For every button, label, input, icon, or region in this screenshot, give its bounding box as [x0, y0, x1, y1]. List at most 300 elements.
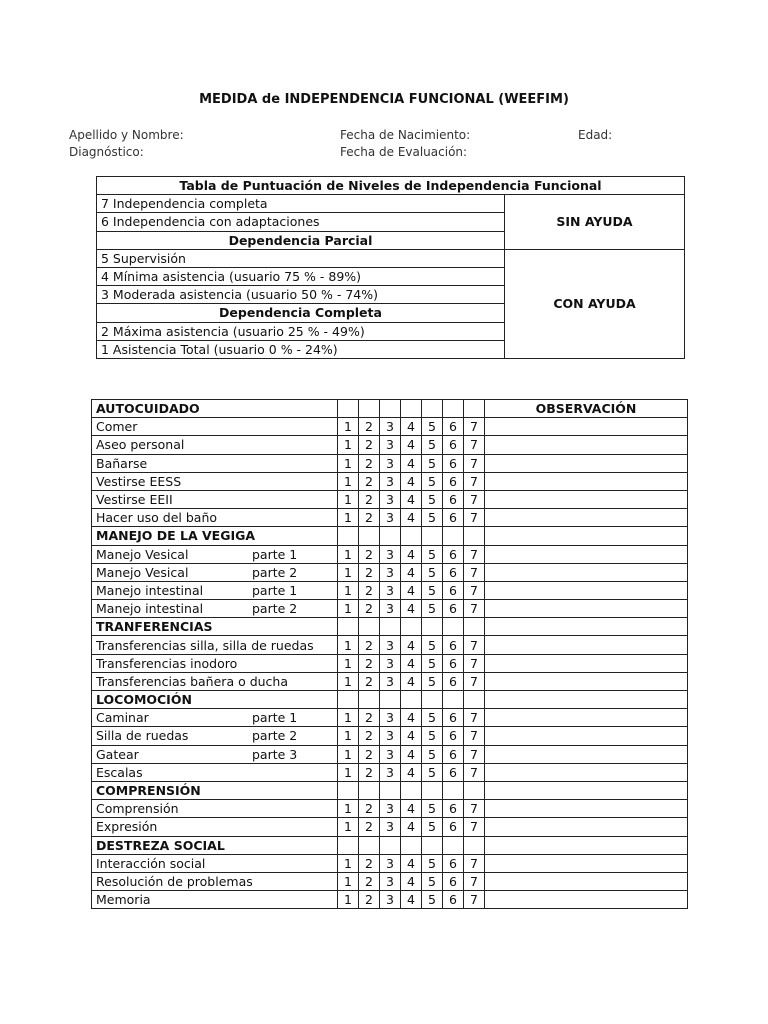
score-option-5[interactable]: 5 [422, 418, 443, 436]
observation-cell[interactable] [485, 436, 688, 454]
observation-cell[interactable] [485, 581, 688, 599]
score-option-2[interactable]: 2 [359, 563, 380, 581]
observation-cell[interactable] [485, 490, 688, 508]
score-option-7[interactable]: 7 [464, 745, 485, 763]
label-text: Transferencias inodoro [96, 655, 238, 671]
score-option-6[interactable]: 6 [443, 436, 464, 454]
score-option-7[interactable]: 7 [464, 818, 485, 836]
score-option-5[interactable]: 5 [422, 636, 443, 654]
observation-cell[interactable] [485, 763, 688, 781]
label-text: Transferencias silla, silla de ruedas [96, 637, 314, 653]
item-label [92, 545, 338, 563]
observation-cell[interactable] [485, 818, 688, 836]
without-help-label: SIN AYUDA [505, 195, 685, 250]
score-option-4[interactable]: 4 [401, 872, 422, 890]
label-text: Hacer uso del baño [96, 510, 218, 526]
level-1: 1 Asistencia Total (usuario 0 % - 24%) [97, 340, 505, 358]
item-row [92, 818, 688, 836]
empty-cell [443, 400, 464, 418]
score-option-6[interactable]: 6 [443, 854, 464, 872]
score-option-6[interactable]: 6 [443, 581, 464, 599]
empty-cell [401, 400, 422, 418]
score-option-5[interactable]: 5 [422, 472, 443, 490]
item-row [92, 436, 688, 454]
observation-cell[interactable] [485, 545, 688, 563]
score-option-5[interactable]: 5 [422, 563, 443, 581]
score-option-7[interactable]: 7 [464, 891, 485, 909]
empty-cell [443, 691, 464, 709]
part-label: parte 2 [252, 601, 298, 617]
section-label [92, 836, 338, 854]
level-4: 4 Mínima asistencia (usuario 75 % - 89%) [97, 267, 505, 285]
empty-cell [359, 781, 380, 799]
empty-cell [338, 691, 359, 709]
score-option-3[interactable]: 3 [380, 600, 401, 618]
item-label [92, 418, 338, 436]
score-option-3[interactable]: 3 [380, 654, 401, 672]
level-7: 7 Independencia completa [97, 195, 505, 213]
item-label [92, 509, 338, 527]
empty-cell [464, 527, 485, 545]
score-option-1[interactable]: 1 [338, 509, 359, 527]
score-option-1[interactable]: 1 [338, 490, 359, 508]
score-option-2[interactable]: 2 [359, 727, 380, 745]
empty-cell [380, 400, 401, 418]
part-label: parte 2 [252, 728, 298, 744]
item-label [92, 672, 338, 690]
item-label [92, 581, 338, 599]
empty-cell [464, 691, 485, 709]
observation-cell[interactable] [485, 600, 688, 618]
score-option-6[interactable]: 6 [443, 891, 464, 909]
score-option-2[interactable]: 2 [359, 509, 380, 527]
score-option-7[interactable]: 7 [464, 709, 485, 727]
empty-cell [359, 836, 380, 854]
score-option-4[interactable]: 4 [401, 600, 422, 618]
score-option-6[interactable]: 6 [443, 545, 464, 563]
score-option-1[interactable]: 1 [338, 727, 359, 745]
score-option-6[interactable]: 6 [443, 745, 464, 763]
empty-cell [359, 527, 380, 545]
score-option-5[interactable]: 5 [422, 545, 443, 563]
score-option-4[interactable]: 4 [401, 563, 422, 581]
empty-cell [338, 527, 359, 545]
observation-cell[interactable] [485, 800, 688, 818]
score-option-6[interactable]: 6 [443, 818, 464, 836]
score-option-7[interactable]: 7 [464, 581, 485, 599]
score-option-2[interactable]: 2 [359, 636, 380, 654]
score-option-2[interactable]: 2 [359, 654, 380, 672]
score-option-3[interactable]: 3 [380, 636, 401, 654]
item-row [92, 891, 688, 909]
score-option-4[interactable]: 4 [401, 472, 422, 490]
score-option-4[interactable]: 4 [401, 636, 422, 654]
empty-cell [359, 691, 380, 709]
observation-cell[interactable] [485, 527, 688, 545]
score-option-6[interactable]: 6 [443, 563, 464, 581]
section-row [92, 527, 688, 545]
score-option-7[interactable]: 7 [464, 472, 485, 490]
score-option-7[interactable]: 7 [464, 454, 485, 472]
empty-cell [422, 527, 443, 545]
score-option-1[interactable]: 1 [338, 872, 359, 890]
score-option-7[interactable]: 7 [464, 872, 485, 890]
score-option-3[interactable]: 3 [380, 727, 401, 745]
empty-cell [338, 618, 359, 636]
score-option-2[interactable]: 2 [359, 600, 380, 618]
score-option-5[interactable]: 5 [422, 872, 443, 890]
score-option-6[interactable]: 6 [443, 490, 464, 508]
score-option-1[interactable]: 1 [338, 763, 359, 781]
observation-cell[interactable] [485, 454, 688, 472]
score-option-3[interactable]: 3 [380, 581, 401, 599]
part-label: parte 1 [252, 546, 298, 562]
score-option-5[interactable]: 5 [422, 454, 443, 472]
score-option-6[interactable]: 6 [443, 800, 464, 818]
score-option-3[interactable]: 3 [380, 891, 401, 909]
score-option-1[interactable]: 1 [338, 600, 359, 618]
item-row [92, 563, 688, 581]
score-option-4[interactable]: 4 [401, 818, 422, 836]
score-option-5[interactable]: 5 [422, 745, 443, 763]
score-option-7[interactable]: 7 [464, 654, 485, 672]
observation-cell[interactable] [485, 636, 688, 654]
empty-cell [401, 691, 422, 709]
score-option-2[interactable]: 2 [359, 472, 380, 490]
item-row [92, 745, 688, 763]
item-label [92, 600, 338, 618]
empty-cell [401, 836, 422, 854]
score-option-7[interactable]: 7 [464, 563, 485, 581]
score-option-4[interactable]: 4 [401, 654, 422, 672]
score-option-1[interactable]: 1 [338, 436, 359, 454]
scoring-scale-table [96, 176, 685, 359]
score-option-6[interactable]: 6 [443, 709, 464, 727]
score-option-6[interactable]: 6 [443, 872, 464, 890]
label-text: LOCOMOCIÓN [96, 692, 192, 708]
item-row [92, 545, 688, 563]
empty-cell [359, 400, 380, 418]
section-row [92, 781, 688, 799]
score-option-1[interactable]: 1 [338, 818, 359, 836]
item-label [92, 454, 338, 472]
diagnosis-label: Diagnóstico: [69, 145, 144, 159]
empty-cell [443, 527, 464, 545]
score-option-6[interactable]: 6 [443, 509, 464, 527]
label-text: Manejo intestinal [96, 601, 204, 617]
label-text: Resolución de problemas [96, 873, 253, 889]
score-option-5[interactable]: 5 [422, 654, 443, 672]
score-option-4[interactable]: 4 [401, 509, 422, 527]
label-text: Manejo Vesical [96, 564, 189, 580]
score-option-5[interactable]: 5 [422, 490, 443, 508]
score-option-3[interactable]: 3 [380, 490, 401, 508]
score-option-3[interactable]: 3 [380, 418, 401, 436]
score-option-4[interactable]: 4 [401, 800, 422, 818]
item-label [92, 727, 338, 745]
section-row [92, 618, 688, 636]
empty-cell [443, 836, 464, 854]
observation-cell[interactable] [485, 672, 688, 690]
score-option-1[interactable]: 1 [338, 545, 359, 563]
item-label [92, 472, 338, 490]
label-text: Manejo Vesical [96, 546, 189, 562]
score-option-3[interactable]: 3 [380, 509, 401, 527]
item-label [92, 854, 338, 872]
empty-cell [422, 691, 443, 709]
item-row [92, 490, 688, 508]
score-option-2[interactable]: 2 [359, 418, 380, 436]
label-text: Aseo personal [96, 437, 185, 453]
empty-cell [380, 527, 401, 545]
observation-cell[interactable] [485, 709, 688, 727]
score-option-3[interactable]: 3 [380, 672, 401, 690]
score-option-1[interactable]: 1 [338, 745, 359, 763]
item-row [92, 600, 688, 618]
empty-cell [401, 527, 422, 545]
score-option-2[interactable]: 2 [359, 854, 380, 872]
score-option-3[interactable]: 3 [380, 545, 401, 563]
score-option-2[interactable]: 2 [359, 709, 380, 727]
item-row [92, 872, 688, 890]
level-3: 3 Moderada asistencia (usuario 50 % - 74%) [97, 286, 505, 304]
label-text: MANEJO DE LA VEGIGA [96, 528, 256, 544]
section-label [92, 781, 338, 799]
score-option-1[interactable]: 1 [338, 636, 359, 654]
score-option-4[interactable]: 4 [401, 436, 422, 454]
score-option-7[interactable]: 7 [464, 600, 485, 618]
score-option-2[interactable]: 2 [359, 672, 380, 690]
empty-cell [464, 400, 485, 418]
score-option-6[interactable]: 6 [443, 472, 464, 490]
score-option-1[interactable]: 1 [338, 472, 359, 490]
scale-header: Tabla de Puntuación de Niveles de Independencia Funcional [97, 177, 685, 195]
observation-header: OBSERVACIÓN [485, 400, 688, 418]
score-option-6[interactable]: 6 [443, 727, 464, 745]
part-label: parte 1 [252, 710, 298, 726]
part-label: parte 2 [252, 564, 298, 580]
score-option-1[interactable]: 1 [338, 418, 359, 436]
observation-cell[interactable] [485, 654, 688, 672]
observation-cell[interactable] [485, 509, 688, 527]
item-row [92, 763, 688, 781]
item-label [92, 563, 338, 581]
age-label: Edad: [578, 128, 613, 142]
score-option-3[interactable]: 3 [380, 745, 401, 763]
score-option-5[interactable]: 5 [422, 436, 443, 454]
score-option-4[interactable]: 4 [401, 745, 422, 763]
score-option-7[interactable]: 7 [464, 672, 485, 690]
score-option-2[interactable]: 2 [359, 800, 380, 818]
score-option-1[interactable]: 1 [338, 800, 359, 818]
empty-cell [380, 836, 401, 854]
score-option-4[interactable]: 4 [401, 763, 422, 781]
score-option-3[interactable]: 3 [380, 872, 401, 890]
score-option-5[interactable]: 5 [422, 709, 443, 727]
scale-row [97, 249, 685, 267]
empty-cell [464, 781, 485, 799]
score-option-2[interactable]: 2 [359, 581, 380, 599]
name-label: Apellido y Nombre: [69, 128, 184, 142]
score-option-7[interactable]: 7 [464, 490, 485, 508]
birth-date-label: Fecha de Nacimiento: [340, 128, 471, 142]
score-option-7[interactable]: 7 [464, 545, 485, 563]
score-option-4[interactable]: 4 [401, 709, 422, 727]
score-option-1[interactable]: 1 [338, 854, 359, 872]
score-option-2[interactable]: 2 [359, 490, 380, 508]
score-option-7[interactable]: 7 [464, 436, 485, 454]
empty-cell [422, 836, 443, 854]
score-option-2[interactable]: 2 [359, 763, 380, 781]
observation-cell[interactable] [485, 745, 688, 763]
score-option-1[interactable]: 1 [338, 672, 359, 690]
score-option-1[interactable]: 1 [338, 654, 359, 672]
observation-cell[interactable] [485, 418, 688, 436]
observation-cell[interactable] [485, 854, 688, 872]
score-option-5[interactable]: 5 [422, 727, 443, 745]
label-text: Expresión [96, 819, 158, 835]
score-option-3[interactable]: 3 [380, 854, 401, 872]
empty-cell [380, 618, 401, 636]
score-option-1[interactable]: 1 [338, 454, 359, 472]
item-row [92, 509, 688, 527]
score-option-3[interactable]: 3 [380, 472, 401, 490]
empty-cell [338, 400, 359, 418]
with-help-label: CON AYUDA [505, 249, 685, 358]
label-text: TRANFERENCIAS [96, 619, 213, 635]
item-label [92, 745, 338, 763]
score-option-5[interactable]: 5 [422, 672, 443, 690]
score-option-7[interactable]: 7 [464, 763, 485, 781]
empty-cell [338, 836, 359, 854]
item-row [92, 727, 688, 745]
observation-cell[interactable] [485, 781, 688, 799]
score-option-2[interactable]: 2 [359, 891, 380, 909]
score-option-5[interactable]: 5 [422, 854, 443, 872]
score-option-6[interactable]: 6 [443, 454, 464, 472]
score-option-2[interactable]: 2 [359, 436, 380, 454]
score-option-4[interactable]: 4 [401, 727, 422, 745]
score-option-4[interactable]: 4 [401, 454, 422, 472]
score-option-4[interactable]: 4 [401, 545, 422, 563]
score-option-2[interactable]: 2 [359, 745, 380, 763]
observation-cell[interactable] [485, 727, 688, 745]
item-row [92, 454, 688, 472]
label-text: COMPRENSIÓN [96, 783, 201, 799]
score-option-6[interactable]: 6 [443, 418, 464, 436]
score-option-1[interactable]: 1 [338, 581, 359, 599]
score-option-4[interactable]: 4 [401, 581, 422, 599]
complete-dependency-header: Dependencia Completa [97, 304, 505, 322]
item-label [92, 709, 338, 727]
score-option-3[interactable]: 3 [380, 818, 401, 836]
observation-cell[interactable] [485, 618, 688, 636]
score-option-5[interactable]: 5 [422, 581, 443, 599]
label-text: Gatear [96, 746, 139, 762]
item-label [92, 891, 338, 909]
empty-cell [464, 836, 485, 854]
score-option-3[interactable]: 3 [380, 454, 401, 472]
score-option-1[interactable]: 1 [338, 709, 359, 727]
score-option-3[interactable]: 3 [380, 800, 401, 818]
observation-cell[interactable] [485, 836, 688, 854]
score-option-7[interactable]: 7 [464, 509, 485, 527]
observation-cell[interactable] [485, 872, 688, 890]
scale-header-row [97, 177, 685, 195]
section-row [92, 836, 688, 854]
item-label [92, 818, 338, 836]
part-label: parte 3 [252, 746, 298, 762]
observation-cell[interactable] [485, 563, 688, 581]
label-text: Caminar [96, 710, 149, 726]
empty-cell [338, 781, 359, 799]
score-option-4[interactable]: 4 [401, 672, 422, 690]
score-option-1[interactable]: 1 [338, 891, 359, 909]
label-text: Vestirse EESS [96, 473, 182, 489]
score-option-6[interactable]: 6 [443, 600, 464, 618]
score-option-4[interactable]: 4 [401, 418, 422, 436]
observation-cell[interactable] [485, 691, 688, 709]
score-option-7[interactable]: 7 [464, 418, 485, 436]
score-option-2[interactable]: 2 [359, 818, 380, 836]
level-6: 6 Independencia con adaptaciones [97, 213, 505, 231]
score-option-4[interactable]: 4 [401, 854, 422, 872]
item-row [92, 581, 688, 599]
label-text: Comer [96, 419, 138, 435]
observation-cell[interactable] [485, 472, 688, 490]
score-option-3[interactable]: 3 [380, 436, 401, 454]
item-label [92, 763, 338, 781]
observation-cell[interactable] [485, 891, 688, 909]
score-option-5[interactable]: 5 [422, 763, 443, 781]
label-text: Comprensión [96, 801, 179, 817]
score-option-6[interactable]: 6 [443, 636, 464, 654]
score-option-2[interactable]: 2 [359, 545, 380, 563]
label-text: Memoria [96, 892, 151, 908]
score-option-1[interactable]: 1 [338, 563, 359, 581]
score-option-7[interactable]: 7 [464, 854, 485, 872]
score-option-3[interactable]: 3 [380, 563, 401, 581]
label-text: AUTOCUIDADO [96, 401, 200, 417]
score-option-5[interactable]: 5 [422, 800, 443, 818]
score-option-5[interactable]: 5 [422, 818, 443, 836]
score-option-2[interactable]: 2 [359, 872, 380, 890]
score-option-4[interactable]: 4 [401, 891, 422, 909]
score-option-5[interactable]: 5 [422, 509, 443, 527]
label-text: Vestirse EEII [96, 492, 173, 508]
score-option-3[interactable]: 3 [380, 763, 401, 781]
evaluation-body [92, 400, 688, 909]
score-option-5[interactable]: 5 [422, 600, 443, 618]
empty-cell [464, 618, 485, 636]
score-option-6[interactable]: 6 [443, 763, 464, 781]
empty-cell [443, 618, 464, 636]
score-option-5[interactable]: 5 [422, 891, 443, 909]
score-option-4[interactable]: 4 [401, 490, 422, 508]
label-text: Manejo intestinal [96, 582, 204, 598]
score-option-6[interactable]: 6 [443, 654, 464, 672]
score-option-7[interactable]: 7 [464, 800, 485, 818]
score-option-6[interactable]: 6 [443, 672, 464, 690]
section-row [92, 400, 688, 418]
score-option-7[interactable]: 7 [464, 636, 485, 654]
partial-dependency-header: Dependencia Parcial [97, 231, 505, 249]
score-option-7[interactable]: 7 [464, 727, 485, 745]
scale-row [97, 195, 685, 213]
score-option-2[interactable]: 2 [359, 454, 380, 472]
score-option-3[interactable]: 3 [380, 709, 401, 727]
item-row [92, 636, 688, 654]
